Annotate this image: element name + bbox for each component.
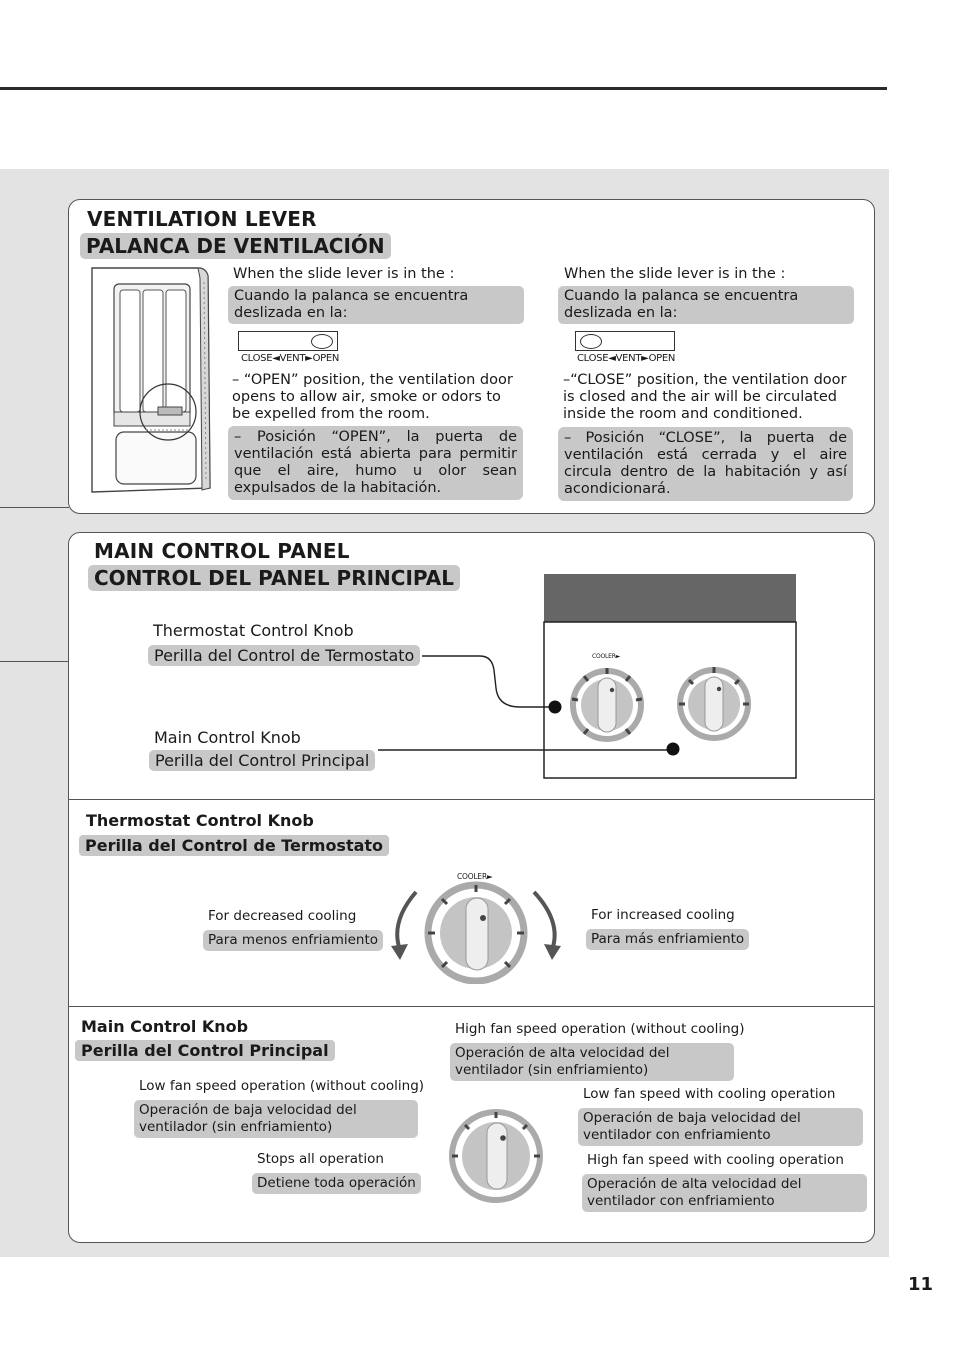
decreased-cooling-en: For decreased cooling	[208, 908, 357, 924]
right-desc-es: – Posición “CLOSE”, la puerta de ventilación está cerrada y el aire circula dentro de la habitación y así acondicionará.	[558, 427, 853, 501]
page-number: 11	[908, 1274, 934, 1295]
right-desc-en: –“CLOSE” position, the ventilation door is closed and the air will be circulated inside the room and conditioned.	[563, 372, 847, 422]
main-knob-section-title-es: Perilla del Control Principal	[75, 1040, 335, 1061]
increased-cooling-en: For increased cooling	[591, 907, 735, 923]
air-conditioner-illustration	[88, 262, 214, 496]
thermostat-section-title-es: Perilla del Control de Termostato	[79, 835, 389, 856]
top-rule	[0, 87, 887, 90]
main-knob-icon	[677, 667, 751, 741]
main-knob-label-es: Perilla del Control Principal	[149, 750, 375, 771]
main-knob-icon	[452, 1112, 540, 1200]
high-fan-label-es: Operación de alta velocidad del ventilador (sin enfriamiento)	[450, 1043, 734, 1081]
main-panel-title-es: CONTROL DEL PANEL PRINCIPAL	[88, 565, 460, 591]
low-fan-label-en: Low fan speed operation (without cooling)	[139, 1078, 425, 1094]
high-cool-label-es: Operación de alta velocidad del ventilador con enfriamiento	[582, 1174, 867, 1212]
slide-lever-open	[238, 331, 338, 351]
high-fan-label-en: High fan speed operation (without cooling)	[455, 1021, 745, 1037]
right-intro-es: Cuando la palanca se encuentra deslizada en la:	[558, 286, 854, 324]
low-fan-label-es: Operación de baja velocidad del ventilador (sin enfriamiento)	[134, 1100, 418, 1138]
left-intro-es: Cuando la palanca se encuentra deslizada en la:	[228, 286, 524, 324]
section-divider	[69, 799, 874, 800]
lever-knob-icon	[311, 334, 333, 349]
side-marker-line	[0, 661, 69, 662]
thermostat-cooler-label: COOLER►	[457, 872, 493, 881]
thermostat-section-title-en: Thermostat Control Knob	[86, 811, 314, 830]
panel-knob-cooler-label: COOLER►	[592, 653, 621, 660]
slider-label-left: CLOSE◄VENT►OPEN	[241, 353, 340, 364]
thermostat-label-en: Thermostat Control Knob	[153, 621, 354, 640]
section-divider	[69, 1006, 874, 1007]
decreased-cooling-es: Para menos enfriamiento	[203, 930, 383, 951]
right-intro-en: When the slide lever is in the :	[564, 266, 786, 282]
thermostat-knob-diagram	[388, 880, 568, 984]
side-marker-line	[0, 507, 69, 508]
thermostat-knob-icon	[428, 885, 524, 981]
counterclockwise-arrow-icon	[391, 892, 416, 960]
control-panel-diagram	[360, 570, 800, 782]
slide-lever-close	[575, 331, 675, 351]
low-cool-label-es: Operación de baja velocidad del ventilador con enfriamiento	[578, 1108, 863, 1146]
high-cool-label-en: High fan speed with cooling operation	[587, 1152, 844, 1168]
slider-label-right: CLOSE◄VENT►OPEN	[577, 353, 676, 364]
left-desc-en: – “OPEN” position, the ventilation door opens to allow air, smoke or odors to be expelled from the room.	[232, 372, 513, 422]
ventilation-title-en: VENTILATION LEVER	[87, 207, 317, 231]
increased-cooling-es: Para más enfriamiento	[586, 929, 749, 950]
thermostat-label-es: Perilla del Control de Termostato	[148, 645, 420, 666]
main-knob-diagram	[446, 1106, 546, 1206]
stops-label-es: Detiene toda operación	[252, 1173, 421, 1194]
lever-knob-icon	[580, 334, 602, 349]
thermostat-knob-icon	[570, 668, 644, 742]
main-panel-title-en: MAIN CONTROL PANEL	[94, 539, 350, 563]
stops-label-en: Stops all operation	[257, 1151, 384, 1167]
main-knob-label-en: Main Control Knob	[154, 728, 301, 747]
low-cool-label-en: Low fan speed with cooling operation	[583, 1086, 836, 1102]
left-intro-en: When the slide lever is in the :	[233, 266, 455, 282]
ventilation-title-es: PALANCA DE VENTILACIÓN	[80, 233, 391, 259]
clockwise-arrow-icon	[534, 892, 561, 960]
left-desc-es: – Posición “OPEN”, la puerta de ventilación está abierta para permitir que el aire, humo u olor sean expulsados de la habitación.	[228, 426, 523, 500]
main-knob-section-title-en: Main Control Knob	[81, 1017, 249, 1036]
